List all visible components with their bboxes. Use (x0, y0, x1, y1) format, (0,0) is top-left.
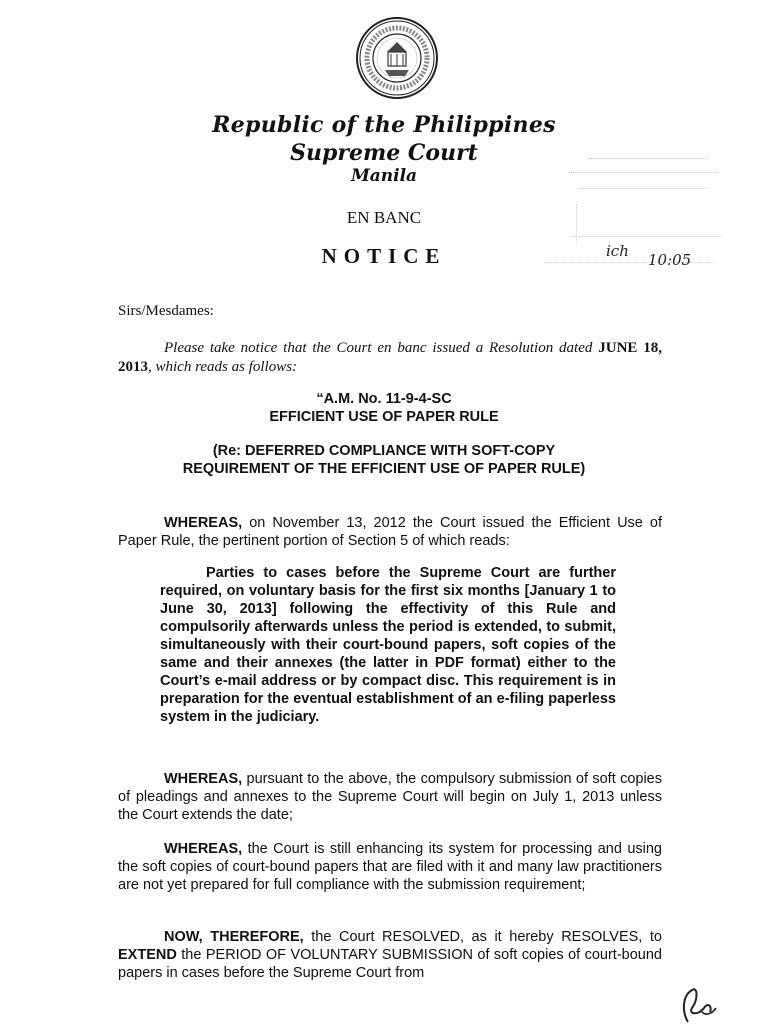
paragraph-text: the Court RESOLVED, as it hereby RESOLVES, to (303, 929, 662, 945)
intro-text-after: , which reads as follows: (148, 359, 298, 375)
case-number: “A.M. No. 11-9-4-SC (316, 391, 452, 407)
case-re-line-2: REQUIREMENT OF THE EFFICIENT USE OF PAPER RULE) (182, 461, 586, 477)
handwritten-time: 10:05 (648, 251, 692, 269)
city-heading: Manila (350, 166, 418, 186)
case-heading (0, 390, 768, 426)
case-subject (0, 442, 768, 478)
extend-label: EXTEND (118, 947, 177, 963)
case-title: EFFICIENT USE OF PAPER RULE (269, 409, 499, 425)
now-therefore-paragraph (118, 928, 662, 982)
receiving-stamp (528, 150, 728, 290)
paragraph-text-2: the PERIOD OF VOLUNTARY SUBMISSION of soft copies of court-bound papers in cases before the Supreme Court from (118, 947, 662, 981)
paragraph-text: on November 13, 2012 the Court issued the Efficient Use of Paper Rule, the pertinent portion of Section 5 of which reads: (118, 515, 662, 549)
court-heading: Supreme Court (290, 140, 478, 166)
handwritten-initials: ich (606, 242, 629, 260)
now-therefore-label: NOW, THEREFORE, (164, 929, 304, 945)
whereas-label: WHEREAS, (164, 841, 243, 857)
case-re-line-1: (Re: DEFERRED COMPLIANCE WITH SOFT-COPY (212, 443, 556, 459)
intro-paragraph (118, 339, 662, 377)
notice-title: NOTICE (321, 244, 447, 268)
whereas-paragraph-1 (118, 514, 662, 550)
quote-text: Parties to cases before the Supreme Court are further required, on voluntary basis for the first six months [January 1 to June 30, 2013] following the effectivity of this Rule and compulsorily afterwards unless the period is extended, to submit, simultaneously with their court-bound papers, soft copies of the same and their annexes (the latter in PDF format) either to the Court’s e-mail address or by compact disc. This requirement is in preparation for the eventual establishment of an e-filing paperless system in the judiciary. (160, 565, 616, 725)
salutation: Sirs/Mesdames: (118, 303, 214, 319)
whereas-paragraph-2 (118, 770, 662, 824)
paragraph-text: the Court is still enhancing its system for processing and using the soft copies of court-bound papers that are filed with it and many law practitioners are not yet prepared for full compliance with the submission requirement; (118, 841, 662, 893)
paragraph-text: pursuant to the above, the compulsory submission of soft copies of pleadings and annexes to the Supreme Court will begin on July 1, 2013 unless the Court extends the date; (118, 771, 662, 823)
whereas-paragraph-3 (118, 840, 662, 894)
supreme-court-seal-icon (355, 16, 439, 100)
initials-signature (668, 982, 728, 1024)
intro-text: Please take notice that the Court en banc issued a Resolution dated (164, 340, 593, 356)
division-label: EN BANC (346, 208, 422, 227)
whereas-label: WHEREAS, (164, 771, 243, 787)
whereas-label: WHEREAS, (164, 515, 243, 531)
quoted-rule-section-5 (160, 564, 616, 726)
republic-heading: Republic of the Philippines (212, 112, 556, 138)
resolution-date: JUNE 18, 2013 (118, 340, 663, 375)
